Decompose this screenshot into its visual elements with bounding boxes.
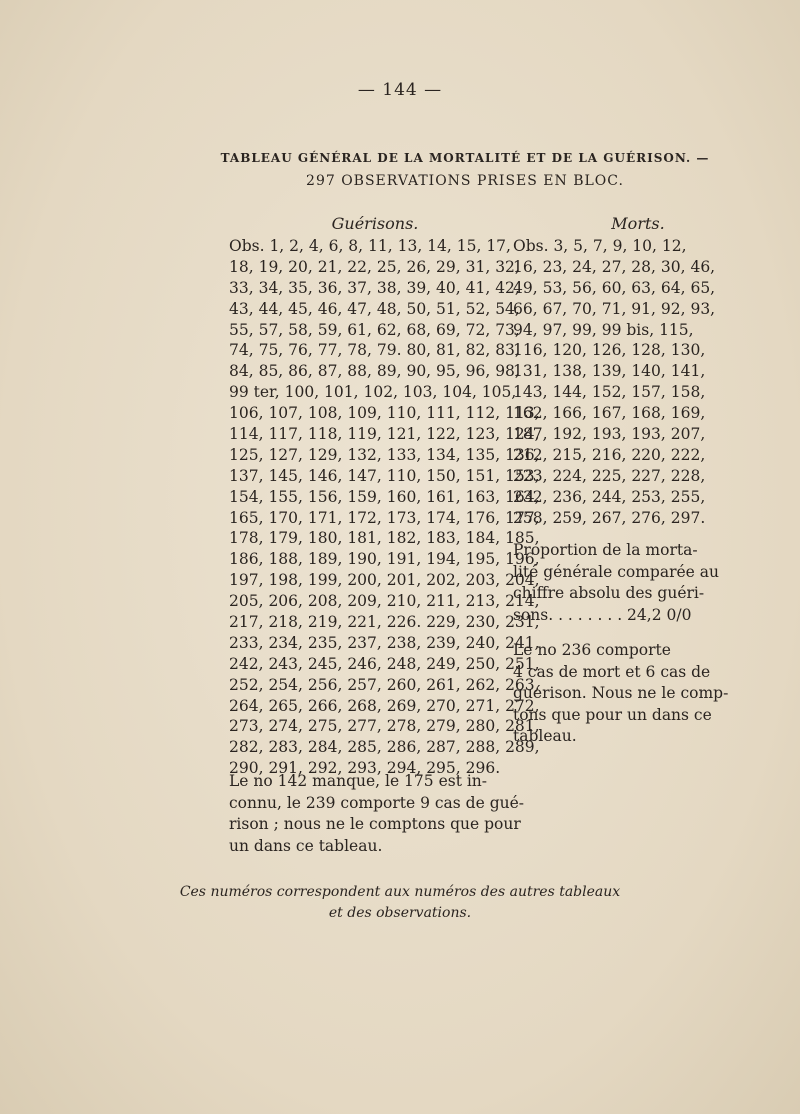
text-line: 186, 188, 189, 190, 191, 194, 195, 196, — [229, 550, 540, 569]
note-142-175-239 — [229, 771, 525, 857]
text-line: 16, 23, 24, 27, 28, 30, 46, — [513, 257, 716, 276]
text-line: Obs. 1, 2, 4, 6, 8, 11, 13, 14, 15, 17, — [229, 237, 511, 255]
text-line: connu, le 239 comporte 9 cas de gué- — [229, 793, 525, 812]
text-line: Le no 236 comporte — [513, 641, 671, 659]
text-line: 49, 53, 56, 60, 63, 64, 65, — [513, 278, 716, 297]
text-line: 197, 198, 199, 200, 201, 202, 203, 204, — [229, 571, 540, 590]
text-line: 84, 85, 86, 87, 88, 89, 90, 95, 96, 98, — [229, 362, 520, 381]
text-line: 233, 234, 235, 237, 238, 239, 240, 241, — [229, 633, 540, 652]
text-line: 282, 283, 284, 285, 286, 287, 288, 289, — [229, 738, 540, 757]
proportion-note — [513, 540, 773, 626]
text-line: Le no 142 manque, le 175 est in- — [229, 772, 488, 790]
text-line: 33, 34, 35, 36, 37, 38, 39, 40, 41, 42, — [229, 278, 520, 297]
text-line: 66, 67, 70, 71, 91, 92, 93, — [513, 299, 716, 318]
text-line: tons que pour un dans ce — [513, 705, 712, 724]
text-line: 205, 206, 208, 209, 210, 211, 213, 214, — [229, 592, 540, 611]
text-line: 242, 243, 245, 246, 248, 249, 250, 251, — [229, 654, 540, 673]
text-line: 290, 291, 292, 293, 294, 295, 296. — [229, 759, 501, 778]
text-line: 116, 120, 126, 128, 130, — [513, 341, 706, 360]
morts-heading: Morts. — [611, 214, 665, 233]
footer-line: et des observations. — [328, 905, 472, 921]
text-line: 178, 179, 180, 181, 182, 183, 184, 185, — [229, 529, 540, 548]
page-number: — 144 — — [357, 80, 443, 100]
text-line: 125, 127, 129, 132, 133, 134, 135, 136, — [229, 445, 540, 464]
text-line: 18, 19, 20, 21, 22, 25, 26, 29, 31, 32, — [229, 257, 520, 276]
text-line: 43, 44, 45, 46, 47, 48, 50, 51, 52, 54, — [229, 299, 520, 318]
text-line: 131, 138, 139, 140, 141, — [513, 362, 706, 381]
text-line: rison ; nous ne le comptons que pour — [229, 815, 521, 833]
text-line: lité générale comparée au — [513, 562, 719, 581]
guerisons-heading: Guérisons. — [331, 214, 419, 233]
guerisons-list — [229, 236, 540, 779]
text-line: 154, 155, 156, 159, 160, 161, 163, 164, — [229, 487, 540, 506]
text-line: un dans ce tableau. — [229, 836, 383, 855]
text-line: 94, 97, 99, 99 bis, 115, — [513, 320, 694, 339]
text-line: 212, 215, 216, 220, 222, — [513, 445, 706, 464]
text-line: 55, 57, 58, 59, 61, 62, 68, 69, 72, 73, — [229, 320, 520, 339]
text-line: 106, 107, 108, 109, 110, 111, 112, 113, — [229, 404, 540, 423]
table-title: TABLEAU GÉNÉRAL DE LA MORTALITÉ ET DE LA GUÉRISON. — — [220, 151, 710, 165]
morts-list — [513, 236, 783, 528]
text-line: 165, 170, 171, 172, 173, 174, 176, 177, — [229, 508, 540, 527]
text-line: sons. . . . . . . . 24,2 0/0 — [513, 605, 692, 624]
footer-note — [0, 882, 800, 924]
text-line: 137, 145, 146, 147, 110, 150, 151, 153, — [229, 466, 540, 485]
text-line: guérison. Nous ne le comp- — [513, 684, 729, 702]
text-line: 114, 117, 118, 119, 121, 122, 123, 124, — [229, 425, 540, 444]
footer-line: Ces numéros correspondent aux numéros des autres tableaux — [179, 884, 621, 900]
text-line: 264, 265, 266, 268, 269, 270, 271, 272, — [229, 696, 540, 715]
text-line: 74, 75, 76, 77, 78, 79. 80, 81, 82, 83, — [229, 341, 520, 360]
text-line: chiffre absolu des guéri- — [513, 584, 705, 602]
text-line: tableau. — [513, 727, 577, 745]
text-line: 252, 254, 256, 257, 260, 261, 262, 263, — [229, 675, 540, 694]
note-236 — [513, 640, 773, 748]
text-line: 258, 259, 267, 276, 297. — [513, 508, 706, 527]
text-line: 223, 224, 225, 227, 228, — [513, 466, 706, 485]
table-subtitle: 297 OBSERVATIONS PRISES EN BLOC. — [306, 173, 624, 189]
text-line: 232, 236, 244, 253, 255, — [513, 487, 706, 506]
text-line: Obs. 3, 5, 7, 9, 10, 12, — [513, 237, 687, 255]
text-line: 143, 144, 152, 157, 158, — [513, 383, 706, 402]
text-line: 162, 166, 167, 168, 169, — [513, 404, 706, 423]
text-line: 217, 218, 219, 221, 226. 229, 230, 231, — [229, 613, 540, 632]
text-line: Proportion de la morta- — [513, 541, 698, 559]
text-line: 187, 192, 193, 193, 207, — [513, 425, 706, 444]
text-line: 99 ter, 100, 101, 102, 103, 104, 105, — [229, 383, 517, 402]
text-line: 273, 274, 275, 277, 278, 279, 280, 281, — [229, 717, 540, 736]
text-line: 4 cas de mort et 6 cas de — [513, 662, 711, 681]
